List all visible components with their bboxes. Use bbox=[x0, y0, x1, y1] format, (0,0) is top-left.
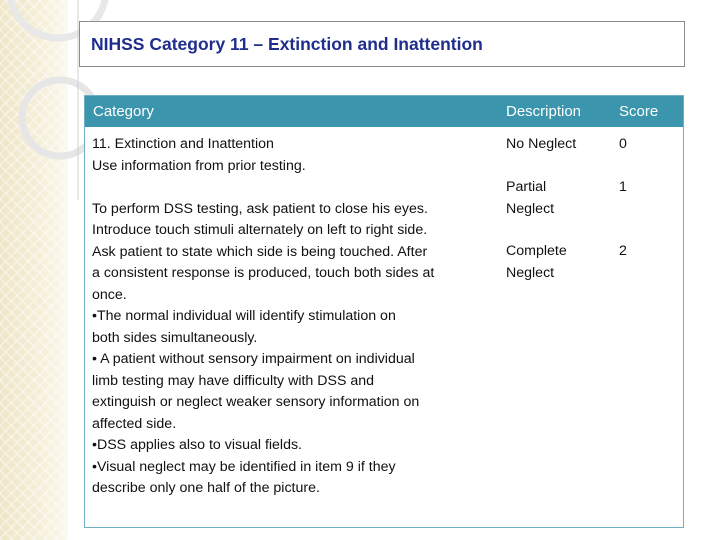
score-cell-1: 1 bbox=[619, 179, 627, 195]
category-line: Use information from prior testing. bbox=[92, 157, 306, 174]
category-line: a consistent response is produced, touch both sides at bbox=[92, 265, 435, 281]
description-cell-partial-neglect bbox=[506, 177, 554, 220]
category-line: once. bbox=[92, 286, 127, 303]
category-line: •Visual neglect may be identified in item 9 if they bbox=[92, 458, 396, 475]
category-cell bbox=[92, 134, 502, 500]
category-line: limb testing may have difficulty with DSS and bbox=[92, 372, 375, 389]
category-line: Introduce touch stimuli alternately on left to right side. bbox=[92, 222, 428, 238]
category-line: affected side. bbox=[92, 415, 177, 432]
table-header bbox=[85, 96, 683, 127]
nihss-table bbox=[84, 95, 684, 528]
category-line: •DSS applies also to visual fields. bbox=[92, 437, 302, 453]
description-text: Neglect bbox=[506, 264, 555, 281]
header-description: Description bbox=[506, 103, 582, 120]
category-line: extinguish or neglect weaker sensory information on bbox=[92, 394, 420, 410]
category-line: both sides simultaneously. bbox=[92, 329, 258, 346]
header-category: Category bbox=[93, 103, 154, 120]
category-line: 11. Extinction and Inattention bbox=[92, 136, 274, 152]
description-text: Partial bbox=[506, 179, 547, 195]
description-cell-no-neglect bbox=[506, 134, 576, 156]
description-text: Neglect bbox=[506, 200, 555, 217]
title-box bbox=[79, 21, 685, 67]
description-text: Complete bbox=[506, 243, 567, 259]
category-line: Ask patient to state which side is being touched. After bbox=[92, 243, 428, 260]
page-title: NIHSS Category 11 – Extinction and Inattention bbox=[91, 34, 483, 54]
score-cell-2: 2 bbox=[619, 243, 627, 259]
header-divider bbox=[85, 127, 683, 128]
description-text: No Neglect bbox=[506, 136, 577, 152]
category-spacer bbox=[92, 177, 502, 199]
category-line: •The normal individual will identify stimulation on bbox=[92, 308, 396, 324]
category-line: • A patient without sensory impairment on individual bbox=[92, 351, 415, 367]
score-cell-0: 0 bbox=[619, 136, 627, 152]
category-line: describe only one half of the picture. bbox=[92, 480, 320, 496]
description-cell-complete-neglect bbox=[506, 241, 567, 284]
category-line: To perform DSS testing, ask patient to close his eyes. bbox=[92, 200, 428, 217]
header-score: Score bbox=[619, 103, 659, 120]
